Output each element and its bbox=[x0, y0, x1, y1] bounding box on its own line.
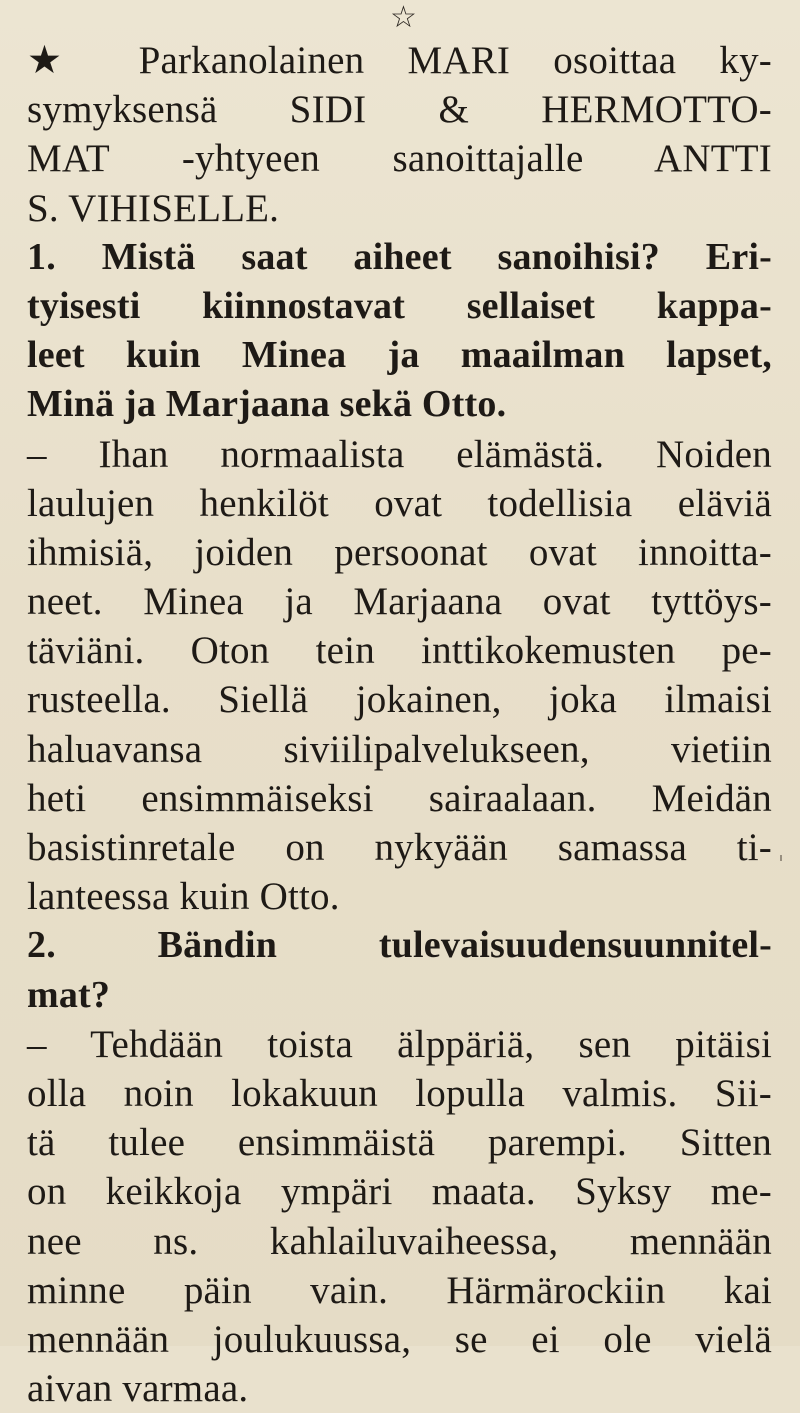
answer-2 bbox=[27, 1020, 772, 1413]
intro-paragraph bbox=[27, 36, 772, 233]
text-line: Minä ja Marjaana sekä Otto. bbox=[27, 383, 507, 426]
text-line: täviäni. Oton tein inttikokemusten pe- bbox=[27, 629, 772, 673]
text-line: – Tehdään toista älppäriä, sen pitäisi bbox=[27, 1022, 772, 1066]
text-line: 1. Mistä saat aiheet sanoihisi? Eri- bbox=[27, 235, 772, 278]
text-line: leet kuin Minea ja maailman lapset, bbox=[27, 334, 772, 377]
text-line: lanteessa kuin Otto. bbox=[27, 875, 340, 919]
text-line: olla noin lokakuun lopulla valmis. Sii- bbox=[27, 1071, 772, 1115]
text-line: ihmisiä, joiden persoonat ovat innoitta- bbox=[27, 530, 772, 574]
text-line: mat? bbox=[27, 973, 111, 1016]
question-1 bbox=[27, 233, 772, 430]
text-line: MAT -yhtyeen sanoittajalle ANTTI bbox=[27, 137, 772, 181]
answer-1 bbox=[27, 430, 772, 922]
text-line: heti ensimmäiseksi sairaalaan. Meidän bbox=[27, 776, 772, 820]
text-line: symyksensä SIDI & HERMOTTO- bbox=[27, 88, 772, 132]
text-line: aivan varmaa. bbox=[27, 1367, 249, 1411]
text-line: minne päin vain. Härmärockiin kai bbox=[27, 1268, 772, 1312]
text-line: mennään joulukuussa, se ei ole vielä bbox=[27, 1317, 772, 1361]
question-2 bbox=[27, 921, 772, 1019]
text-line: tyisesti kiinnostavat sellaiset kappa- bbox=[27, 284, 772, 327]
text-line: on keikkoja ympäri maata. Syksy me- bbox=[27, 1170, 772, 1214]
text-line: nee ns. kahlailuvaiheessa, mennään bbox=[27, 1219, 772, 1263]
text-line: ★ Parkanolainen MARI osoittaa ky- bbox=[27, 39, 772, 82]
text-line: S. VIHISELLE. bbox=[27, 186, 280, 230]
text-line: rusteella. Siellä jokainen, joka ilmaisi bbox=[27, 678, 772, 722]
text-line: laulujen henkilöt ovat todellisia eläviä bbox=[27, 481, 772, 525]
text-line: – Ihan normaalista elämästä. Noiden bbox=[27, 432, 772, 476]
text-line: tä tulee ensimmäistä parempi. Sitten bbox=[27, 1121, 772, 1165]
text-line: neet. Minea ja Marjaana ovat tyttöys- bbox=[27, 580, 772, 624]
text-line: 2. Bändin tulevaisuudensuunnitel- bbox=[27, 924, 772, 967]
text-line: basistinretale on nykyään samassa ti- bbox=[27, 826, 772, 869]
star-icon: ☆ bbox=[390, 1, 417, 34]
text-line: haluavansa siviilipalvelukseen, vietiin bbox=[27, 727, 772, 771]
print-speck bbox=[780, 855, 782, 861]
